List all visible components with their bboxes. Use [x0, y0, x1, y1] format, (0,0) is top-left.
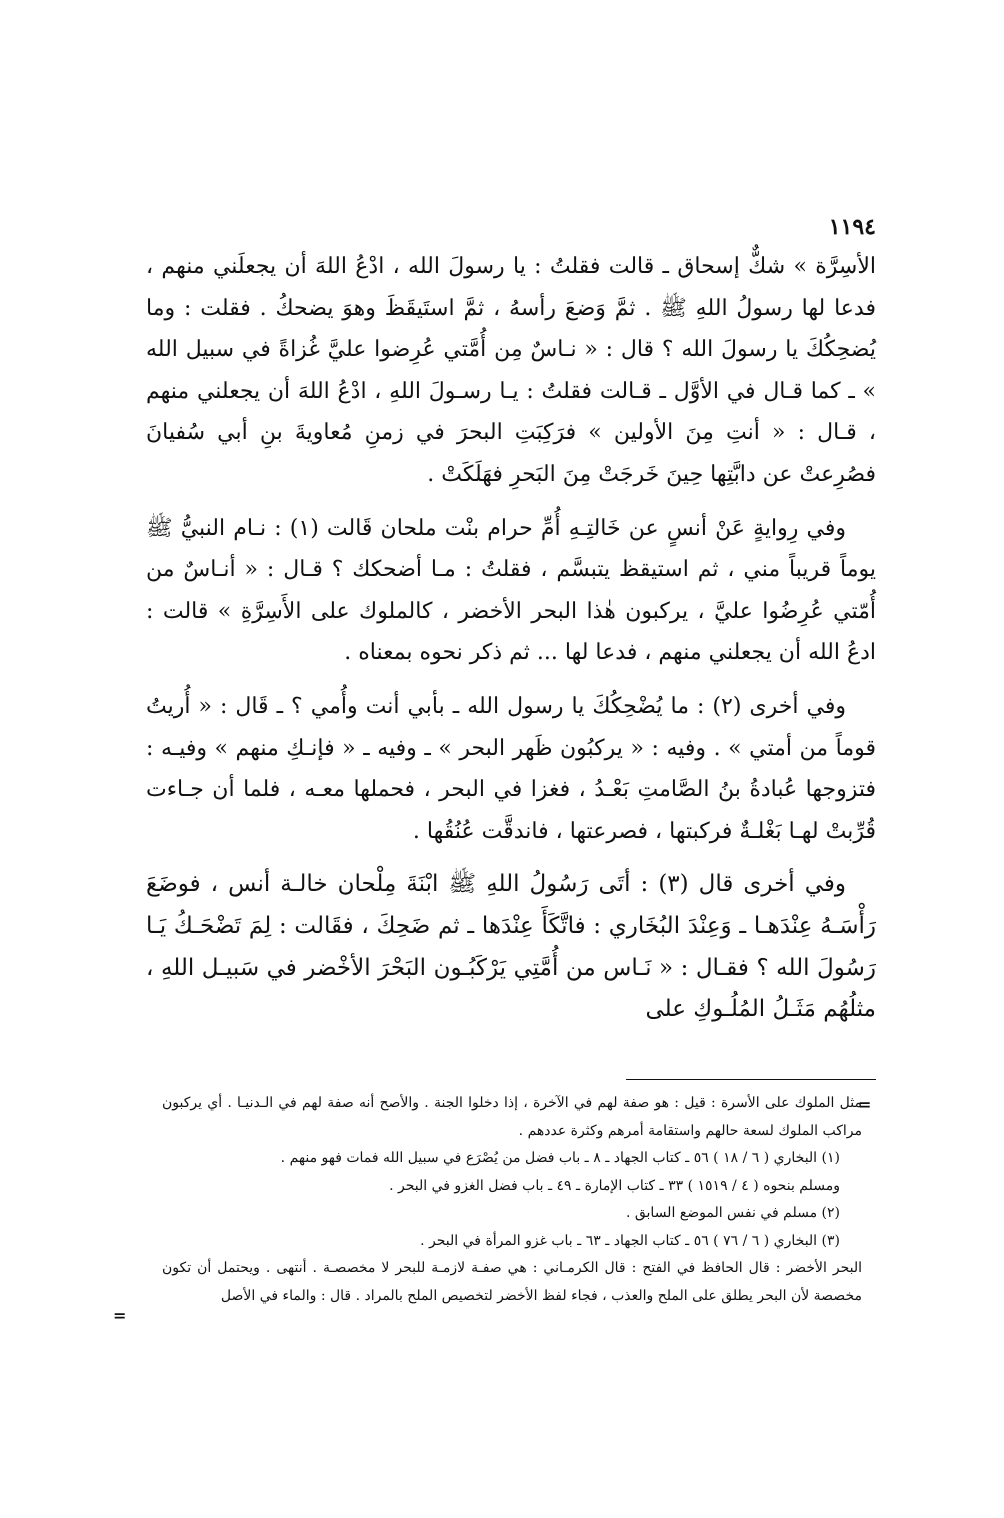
footnote-3: (٣) البخاري ( ٦ / ٧٦ ) ٥٦ ـ كتاب الجهاد ـ ٦٣ ـ باب غزو المرأة في البحر .: [420, 1232, 840, 1249]
paragraph-2: وفي رِوايةٍ عَنْ أنسٍ عن خَالتِـهِ أُمِّ حرام بنْت ملحان قَالت (١) : نـام النبيُّ ﷺ يوماً قريباً مني ، ثم استيقظ يتبسَّم ، فقلتُ : مـا أضحكك ؟ قـال : « أنـاسٌ من أُمّتي عُرِضُوا عليَّ ، يركبون هٰذا البحر الأخضر ، كالملوك على الأَسِرَّةِ » قالت : ادعُ الله أن يجعلني منهم ، فدعا لها ... ثم ذكر نحوه بمعناه .: [146, 515, 876, 666]
footnote-commentary: البحر الأخضر : قال الحافظ في الفتح : قال الكرمـاني : هي صفـة لازمـة للبحر لا مخصصـة . أنتهى . ويحتمل أن تكون مخصصة لأن البحر يطلق على الملح والعذب ، فجاء لفظ الأخضر لتخصيص الملح بالمراد . قال : والماء في الأصل: [162, 1260, 862, 1304]
footnote-continuation: مثل الملوك على الأسرة : قيل : هو صفة لهم في الآخرة ، إذا دخلوا الجنة . والأصح أنه صفة لهم في الـدنيـا . أي يركبون مراكب الملوك لسعة حالهم واستقامة أمرهم وكثرة عددهم .: [162, 1095, 862, 1139]
footnote-1: (١) البخاري ( ٦ / ١٨ ) ٥٦ ـ كتاب الجهاد ـ ٨ ـ باب فضل من يُصْرَع في سبيل الله فمات فهو منهم .: [280, 1150, 840, 1166]
footnote-1-continued: ومسلم بنحوه ( ٤ / ١٥١٩ ) ٣٣ ـ كتاب الإمارة ـ ٤٩ ـ باب فضل الغزو في البحر .: [389, 1177, 840, 1194]
paragraph-4: وفي أخرى قال (٣) : أتَى رَسُولُ اللهِ ﷺ ابْنَةَ مِلْحان خالـة أنس ، فوضَعَ رَأْسَـهُ عِنْدَهـا ـ وَعِنْدَ البُخَاري : فاتَّكَأَ عِنْدَها ـ ثم ضَحِكَ ، فقَالت : لِمَ تَضْحَـكُ يَـا رَسُولَ الله ؟ فقـال : « نَـاس من أُمَّتِي يَرْكَبُـون البَحْرَ الأخْضر في سَبيـل اللهِ ، مثلُهُم مَثَـلُ المُلُـوكِ على: [146, 871, 876, 1023]
continuation-mark-top: =: [858, 1095, 872, 1114]
footnote-divider: [626, 1079, 876, 1080]
page-number: ١١٩٤: [828, 214, 876, 240]
continuation-mark-bottom: =: [113, 1306, 127, 1325]
footnote-2: (٢) مسلم في نفس الموضع السابق .: [625, 1205, 840, 1221]
paragraph-3: وفي أخرى (٢) : ما يُضْحِكُكَ يا رسول الله ـ بأبي أنت وأُمي ؟ ـ قَال : « أُريتُ قوماً من أمتي » . وفيه : « يركبُون ظَهر البحر » ـ وفيه ـ « فإنـكِ منهم » وفيـه : فتزوجها عُبادةُ بنُ الصَّامتِ بَعْـدُ ، فغزا في البحر ، فحملها معـه ، فلما أن جـاءت قُرِّبتْ لهـا بَغْلـةٌ فركبتها ، فصرعتها ، فاندقَّت عُنُقُها .: [146, 693, 876, 844]
main-text: [146, 246, 876, 1043]
footnotes: [162, 1090, 862, 1310]
paragraph-1: الأسِرَّة » شكٌّ إسحاق ـ قالت فقلتُ : يا رسولَ الله ، ادْعُ اللهَ أن يجعلَني منهم ، فدعا لها رسولُ اللهِ ﷺ . ثمَّ وَضعَ رأسهُ ، ثمَّ استَيقَظَ وهوَ يضحكُ . فقلت : وما يُضحِكُكَ يا رسولَ الله ؟ قال : « نـاسٌ مِن أُمَّتي عُرِضوا عليَّ غُزاةً في سبيل الله » ـ كما قـال في الأوَّل ـ قـالت فقلتُ : يـا رسـولَ اللهِ ، ادْعُ اللهَ أن يجعلني منهم ، قـال : « أنتِ مِنَ الأولين » فرَكِبَتِ البحرَ في زمنِ مُعاويةَ بنِ أبي سُفيانَ فصُرِعتْ عن دابَّتِها حِينَ خَرجَتْ مِنَ البَحرِ فهَلَكَتْ .: [146, 254, 877, 487]
